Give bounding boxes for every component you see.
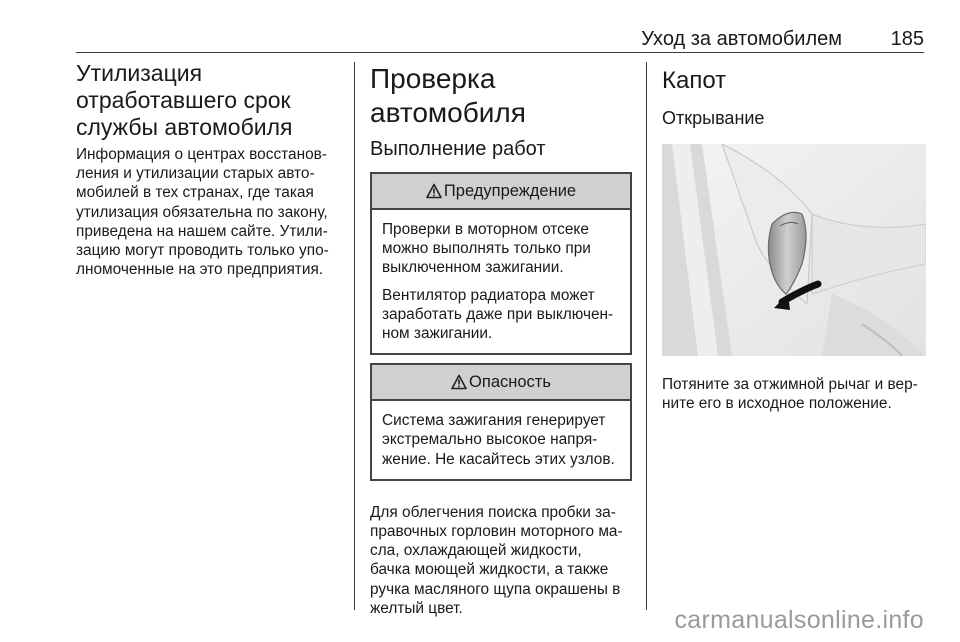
warning-text-1: Проверки в моторном отсеке можно выполнять только при выключенном зажигании. [382, 221, 591, 277]
work-heading: Выполнение работ [370, 138, 546, 160]
recycling-heading: Утилизация отработавшего срок службы автомобиля [76, 60, 293, 140]
page-header [76, 28, 924, 52]
warning-title: Предупреждение [443, 181, 577, 200]
danger-box-header [372, 365, 630, 401]
column-3 [662, 60, 926, 413]
warning-triangle-icon [426, 183, 442, 199]
column-divider-2 [646, 62, 647, 610]
column-divider-1 [354, 62, 355, 610]
color-coding-text: Для облегчения поиска пробки за- правочных горловин моторного ма- сла, охлаждающей жидкости, бачка моющей жидкости, а также ручка масляного щупа окрашены в желтый цвет. [370, 503, 623, 617]
hood-release-lever-photo [662, 144, 926, 356]
danger-text: Система зажигания генерирует экстремально высокое напря- жение. Не касайтесь этих узлов. [382, 412, 615, 468]
warning-box-header [372, 174, 630, 210]
warning-triangle-icon [451, 374, 467, 390]
danger-box [370, 363, 632, 481]
opening-heading: Открывание [662, 108, 765, 128]
section-title: Уход за автомобилем [641, 28, 842, 50]
danger-title: Опасность [469, 372, 551, 391]
hood-heading: Капот [662, 67, 727, 94]
warning-box [370, 172, 632, 355]
column-2 [370, 60, 632, 618]
page-number: 185 [890, 28, 924, 50]
vehicle-check-heading: Проверка автомобиля [370, 63, 526, 128]
column-1 [76, 60, 344, 279]
watermark: carmanualsonline.info [674, 606, 924, 634]
warning-text-2: Вентилятор радиатора может заработать даже при выключен- ном зажигании. [382, 286, 614, 343]
recycling-text: Информация о центрах восстанов- ления и утилизации старых авто- мобилей в тех странах, где такая утилизация обязательна по закону, приведена на нашем сайте. Утили- зацию могут проводить только упо- лномоченные на это предприятия. [76, 146, 329, 279]
hood-caption: Потяните за отжимной рычаг и вер- ните его в исходное положение. [662, 376, 918, 413]
header-divider [76, 52, 924, 53]
